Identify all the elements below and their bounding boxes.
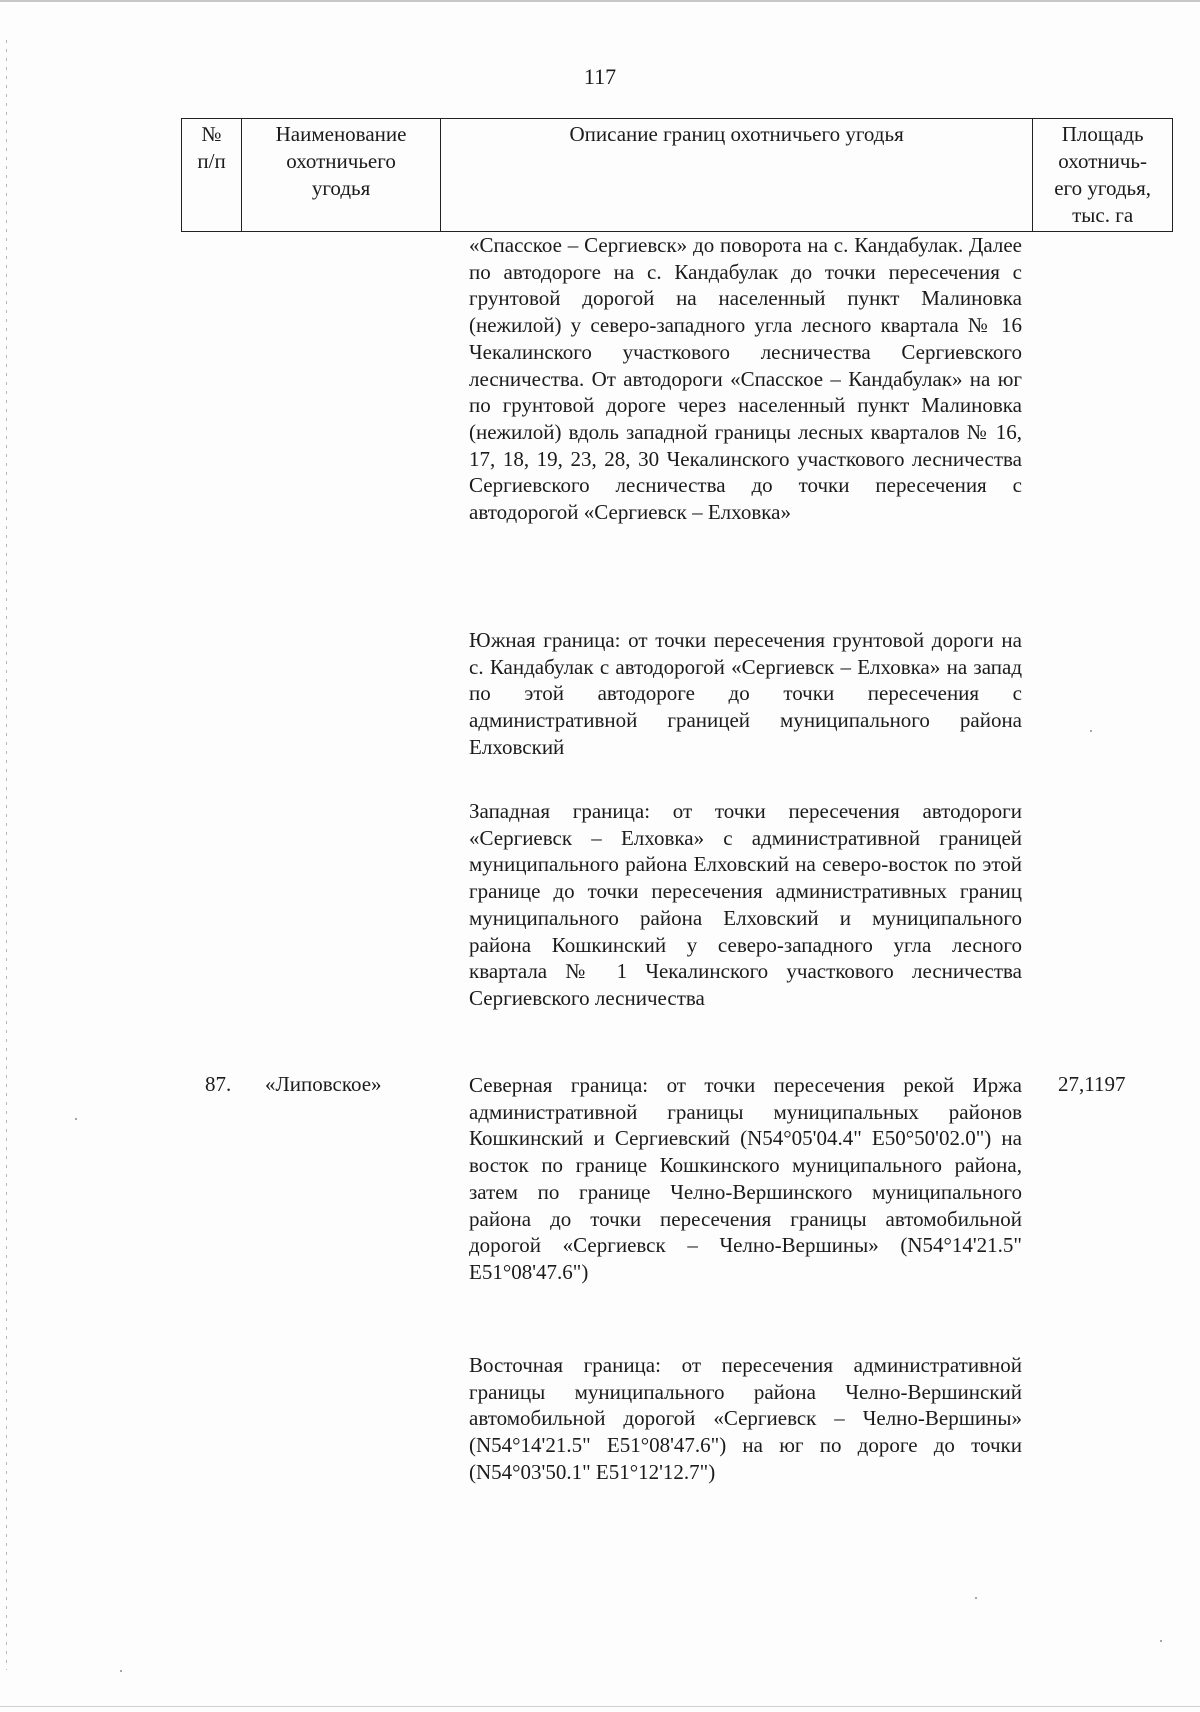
scan-speck (975, 1597, 977, 1599)
entry-area: 27,1197 (1058, 1072, 1126, 1096)
entry-name: «Липовское» (265, 1072, 382, 1096)
table-header (181, 118, 1173, 232)
header-number: № п/п (182, 119, 242, 232)
scan-speck (1160, 1640, 1162, 1642)
header-name: Наименование охотничьего угодья (242, 119, 441, 232)
scan-left-edge (6, 40, 7, 1670)
continued-description-paragraph: «Спасское – Сергиевск» до поворота на с. Кандабулак. Далее по автодороге на с. Кандабулак до точки пересечения с грунтовой дорогой на населенный пункт Малиновка (нежилой) у северо-западного угла лесного квартала № 16 Чекалинского участкового лесничества Сергиевского лесничества. От автодороги «Спасское – Кандабулак» на юг по грунтовой дороге через населенный пункт Малиновка (нежилой) вдоль западной границы лесных кварталов № 16, 17, 18, 19, 23, 28, 30 Чекалинского участкового лесничества Сергиевского лесничества до точки пересечения с автодорогой «Сергиевск – Елховка» (469, 233, 1022, 525)
scan-speck (1090, 730, 1092, 732)
east-boundary-paragraph: Восточная граница: от пересечения административной границы муниципального района Челно-Вершинский автомобильной дорогой «Сергиевск – Челно-Вершины» (N54°14'21.5" E51°08'47.6") на юг по дороге до точки (N54°03'50.1" E51°12'12.7") (469, 1353, 1022, 1484)
scan-bottom-edge (0, 1706, 1200, 1707)
scan-top-edge (0, 0, 1200, 2)
north-boundary-paragraph: Северная граница: от точки пересечения рекой Иржа административной границы муниципальных районов Кошкинский и Сергиевский (N54°05'04.4" E50°50'02.0") на восток по границе Кошкинского муниципального района, затем по границе Челно-Вершинского муниципального района до точки пересечения границы автомобильной дорогой «Сергиевск – Челно-Вершины» (N54°14'21.5" E51°08'47.6") (469, 1073, 1022, 1284)
header-description: Описание границ охотничьего угодья (440, 119, 1032, 232)
scan-speck (120, 1670, 122, 1672)
west-boundary-paragraph: Западная граница: от точки пересечения автодороги «Сергиевск – Елховка» с административной границей муниципального района Елховский на северо-восток по этой границе до точки пересечения административных границ муниципального района Елховский и муниципального района Кошкинский у северо-западного угла лесного квартала № 1 Чекалинского участкового лесничества Сергиевского лесничества (469, 799, 1022, 1010)
south-boundary-paragraph: Южная граница: от точки пересечения грунтовой дороги на с. Кандабулак с автодорогой «Сергиевск – Елховка» на запад по этой автодороге до точки пересечения с административной границей муниципального района Елховский (469, 628, 1022, 759)
header-area: Площадь охотничь- его угодья, тыс. га (1033, 119, 1173, 232)
entry-number: 87. (205, 1072, 232, 1096)
scan-speck (75, 1118, 77, 1120)
page-number: 117 (583, 64, 617, 89)
